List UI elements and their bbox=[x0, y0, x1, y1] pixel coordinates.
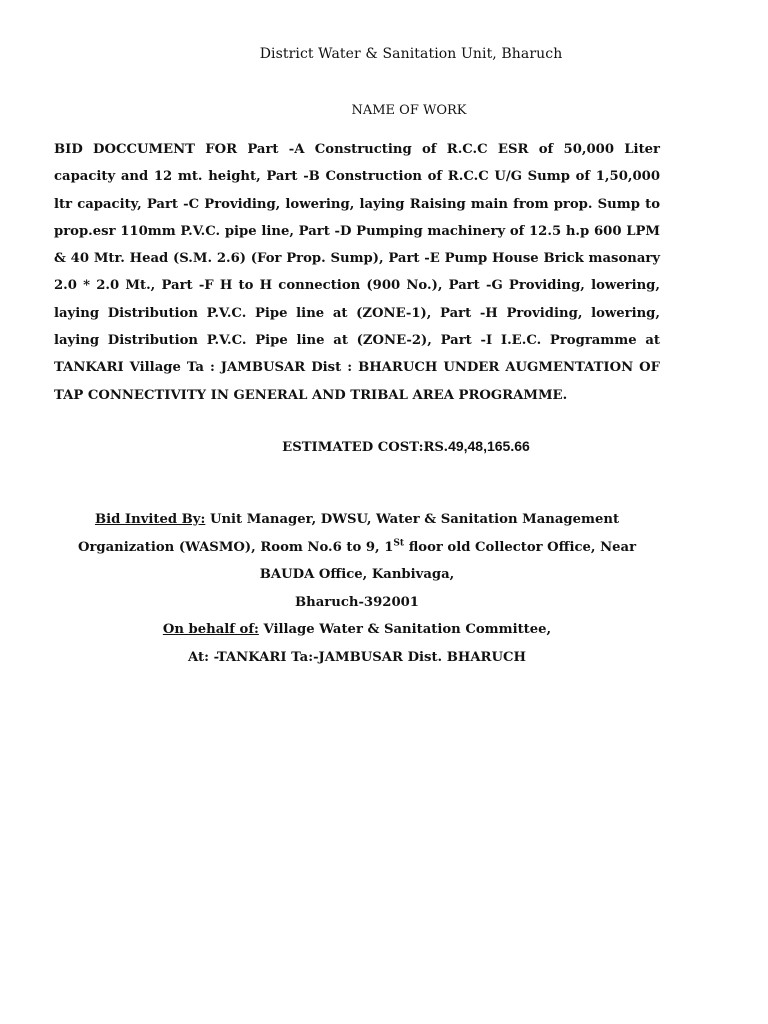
on-behalf-block bbox=[54, 616, 660, 671]
bid-invited-text-1: Unit Manager, DWSU, Water & Sanitation Management Organization (WASMO), Room No.6 to 9, 1 bbox=[77, 512, 620, 555]
document-header bbox=[0, 46, 768, 62]
work-description-text: BID DOCCUMENT FOR Part -A Constructing of R.C.C ESR of 50,000 Liter capacity and 12 mt. height, Part -B Construction of R.C.C U/G Sump of 1,50,000 ltr capacity, Part -C Providing, lowering, laying Raising main from prop. Sump to prop.esr 110mm P.V.C. pipe line, Part -D Pumping machinery of 12.5 h.p 600 LPM & 40 Mtr. Head (S.M. 2.6) (For Prop. Sump), Part -E Pump House Brick masonary 2.0 * 2.0 Mt., Part -F H to H connection (900 No.), Part -G Providing, lowering, laying Distribution P.V.C. Pipe line at (ZONE-1), Part -H Providing, lowering, laying Distribution P.V.C. Pipe line at (ZONE-2), Part -I I.E.C. Programme at TANKARI Village Ta : JAMBUSAR Dist : BHARUCH UNDER AUGMENTATION OF TAP CONNECTIVITY IN GENERAL AND TRIBAL AREA PROGRAMME. bbox=[54, 142, 660, 403]
on-behalf-line-1: Village Water & Sanitation Committee, bbox=[263, 622, 552, 637]
estimated-cost-label: ESTIMATED COST:RS. bbox=[282, 440, 449, 455]
work-description bbox=[54, 136, 660, 409]
on-behalf-label: On behalf of: bbox=[162, 622, 259, 637]
bid-invited-superscript: St bbox=[393, 538, 405, 549]
bid-invited-label: Bid Invited By: bbox=[94, 512, 206, 527]
bid-invited-text-2: floor old Collector Office, Near BAUDA Office, Kanbivaga, bbox=[259, 539, 637, 582]
name-of-work-heading bbox=[0, 103, 768, 118]
estimated-cost bbox=[0, 438, 768, 455]
on-behalf-line-2: At: -TANKARI Ta:-JAMBUSAR Dist. BHARUCH bbox=[188, 649, 526, 665]
estimated-cost-amount: 49,48,165.66 bbox=[448, 438, 530, 454]
name-of-work-title: NAME OF WORK bbox=[351, 103, 467, 118]
bid-invited-block bbox=[54, 506, 660, 616]
org-line: District Water & Sanitation Unit, Bharuch bbox=[259, 46, 563, 62]
bid-invited-text-3: Bharuch-392001 bbox=[295, 594, 419, 610]
